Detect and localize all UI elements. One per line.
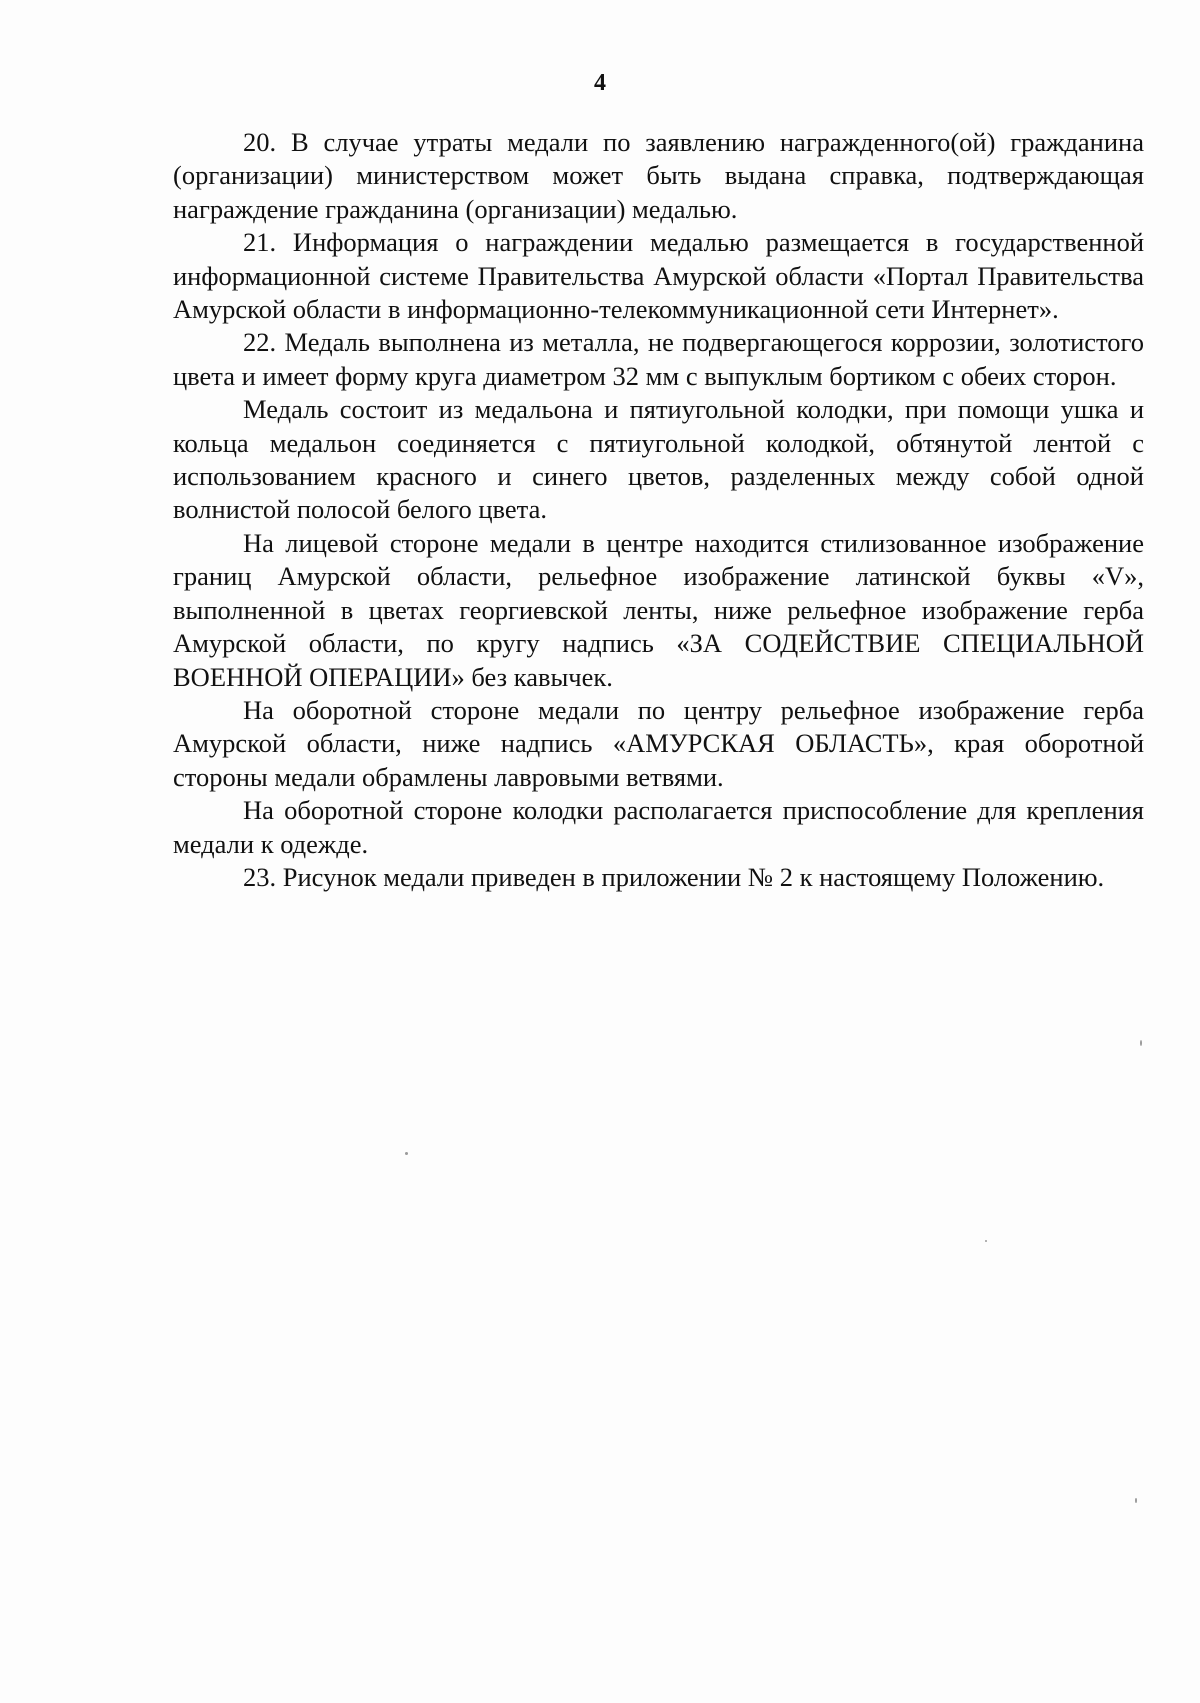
paragraph-22: 22. Медаль выполнена из металла, не подвергающегося коррозии, золотистого цвета и имеет форму круга диаметром 32 мм с выпуклым бортиком с обеих сторон. xyxy=(173,327,1144,391)
scan-speck xyxy=(1135,1498,1137,1503)
paragraph-ribbon-reverse: На оборотной стороне колодки располагается приспособление для крепления медали к одежде. xyxy=(173,795,1144,859)
scan-speck xyxy=(405,1152,408,1155)
scan-speck xyxy=(1140,1040,1142,1046)
document-body xyxy=(173,126,1144,894)
paragraph-medal-reverse: На оборотной стороне медали по центру рельефное изображение герба Амурской области, ниже надпись «АМУРСКАЯ ОБЛАСТЬ», края оборотной стороны медали обрамлены лавровыми ветвями. xyxy=(173,694,1144,792)
page-number: 4 xyxy=(594,70,606,96)
paragraph-23: 23. Рисунок медали приведен в приложении № 2 к настоящему Положению. xyxy=(243,861,1105,892)
paragraph-medal-obverse: На лицевой стороне медали в центре находится стилизованное изображение границ Амурской области, рельефное изображение латинской буквы «V», выполненной в цветах георгиевской ленты, ниже рельефное изображение герба Амурской области, по кругу надпись «ЗА СОДЕЙСТВИЕ СПЕЦИАЛЬНОЙ ВОЕННОЙ ОПЕРАЦИИ» без кавычек. xyxy=(173,527,1144,692)
paragraph-medal-composition: Медаль состоит из медальона и пятиугольной колодки, при помощи ушка и кольца медальон соединяется с пятиугольной колодкой, обтянутой лентой с использованием красного и синего цветов, разделенных между собой одной волнистой полосой белого цвета. xyxy=(173,394,1144,525)
paragraph-21: 21. Информация о награждении медалью размещается в государственной информационной системе Правительства Амурской области «Портал Правительства Амурской области в информационно-телекоммуникационной сети Интернет». xyxy=(173,227,1144,325)
scan-speck xyxy=(985,1240,987,1242)
paragraph-20: 20. В случае утраты медали по заявлению награжденного(ой) гражданина (организации) министерством может быть выдана справка, подтверждающая награждение гражданина (организации) медалью. xyxy=(173,127,1144,224)
